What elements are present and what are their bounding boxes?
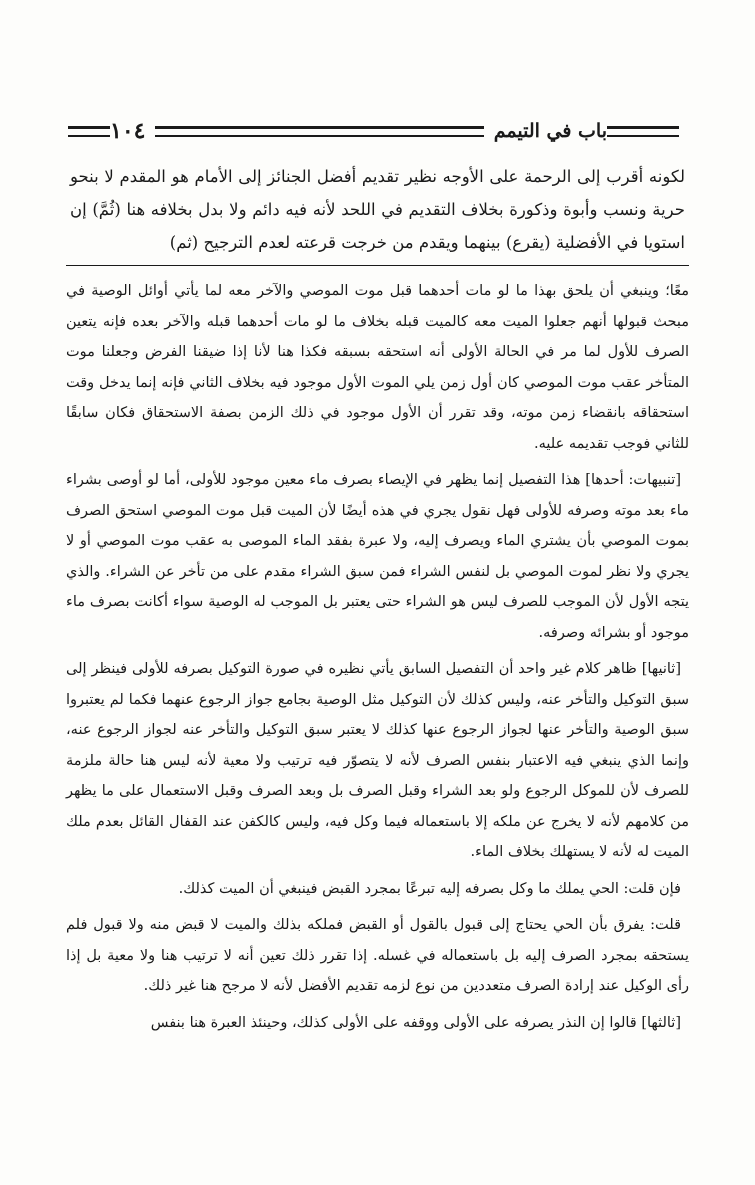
main-paragraph: لكونه أقرب إلى الرحمة على الأوجه نظير تقديم أفضل الجنائز إلى الأمام هو المقدم لا بنحو حرية ونسب وأبوة وذكورة بخلاف التقديم في اللحد لأنه فيه دائم ولا بدل بخلافه هنا (ثُمَّ) إن استويا في الأفضلية (يقرع) بينهما ويقدم من خرجت قرعته لعدم الترجيح (ثم) xyxy=(70,167,685,252)
note-paragraph: [ثالثها] قالوا إن النذر يصرفه على الأولى ووقفه على الأولى كذلك، وحينئذ العبرة هنا بنفس xyxy=(150,1014,681,1031)
note-paragraph: قلت: يفرق بأن الحي يحتاج إلى قبول بالقول أو القبض فملكه بذلك والميت لا قبض منه ولا قبول فلم يستحقه بمجرد الصرف إليه بل باستعماله في غسله. إذا تقرر ذلك تعين أنه لا ترتيب هنا ولا معية بل إذا رأى الوكيل عند إرادة الصرف متعددين من نوع لزمه تقديم الأفضل لأنه لا مرجح هنا غير ذلك. xyxy=(66,917,689,994)
chapter-title: باب في التيمم xyxy=(493,120,607,142)
note-paragraph: فإن قلت: الحي يملك ما وكل بصرفه إليه تبرعًا بمجرد القبض فينبغي أن الميت كذلك. xyxy=(178,880,681,897)
page-number: ١٠٤ xyxy=(110,118,146,144)
footnote-separator xyxy=(66,265,689,266)
note-paragraph: [تنبيهات: أحدها] هذا التفصيل إنما يظهر في الإيصاء بصرف ماء معين موجود للأولى، أما لو أوصى بشراء ماء بعد موته وصرفه للأولى فهل نقول يجري في هذه أيضًا لأن الميت قبل موت الموصي استحق الصرف بموت الموصي بأن يشتري الماء ويصرف إليه، ولا عبرة بفقد الماء الموصى به عقب موت الموصي أو لا يجري ولا نظر لموت الموصي بل لنفس الشراء فمن سبق الشراء مقدم على من تأخر عن الشراء. والذي يتجه الأول لأن الموجب للصرف ليس هو الشراء حتى يعتبر بل الموجب له الوصية سواء أكانت بصرف ماء موجود أو بشرائه وصرفه. xyxy=(66,472,689,641)
main-text xyxy=(70,160,685,259)
header-rule-right xyxy=(607,126,679,137)
running-header xyxy=(62,116,687,146)
note-paragraph: معًا؛ وينبغي أن يلحق بهذا ما لو مات أحدهما قبل موت الموصي والآخر معه لما يأتي أوائل الوصية في مبحث قبولها أنهم جعلوا الميت معه كالميت قبله بخلاف ما لو مات أحدهما قبله والآخر بعده فإنه يتعين الصرف للأول لما مر في الحالة الأولى أنه استحقه بسبقه فكذا هنا لأنا إذا ضيقنا الفرض وجعلنا موت المتأخر عقب موت الموصي كان أول زمن يلي الموت الأول موجود فيه بخلاف الثاني فإنه إنما يدخل وقت استحقاقه بانقضاء زمن موته، وقد تقرر أن الأول موجود في ذلك الزمن بصفة الاستحقاق فكان سابقًا للثاني فوجب تقديمه عليه. xyxy=(66,283,689,452)
footnotes xyxy=(66,276,689,1044)
header-rule-left xyxy=(68,126,110,137)
header-rule-middle xyxy=(155,126,483,137)
note-paragraph: [ثانيها] ظاهر كلام غير واحد أن التفصيل السابق يأتي نظيره في صورة التوكيل بصرفه للأولى فينظر إلى سبق التوكيل والتأخر عنه، وليس كذلك لأن التوكيل مثل الوصية بجامع جواز الرجوع عنهما فكما لم يعتبروا سبق الوصية والتأخر عنها لجواز الرجوع عنها كذلك لا يعتبر سبق التوكيل والتأخر عنه لجواز الرجوع عنه، وإنما الذي ينبغي فيه الاعتبار بنفس الصرف لأنه لا يتصوّر فيه ترتيب ولا معية لأنه ليس هنا حالة ملزمة للصرف لأن للموكل الرجوع ولو بعد الشراء وقبل الصرف بل وبعد الصرف وقبل الاستعمال على ما يظهر من كلامهم لأنه لا يخرج عن ملكه إلا باستعماله فيما وكل فيه، وليس كالكفن عند القفال القائل بعدم ملك الميت له لأنه لا يستهلك بخلاف الماء. xyxy=(66,661,689,860)
